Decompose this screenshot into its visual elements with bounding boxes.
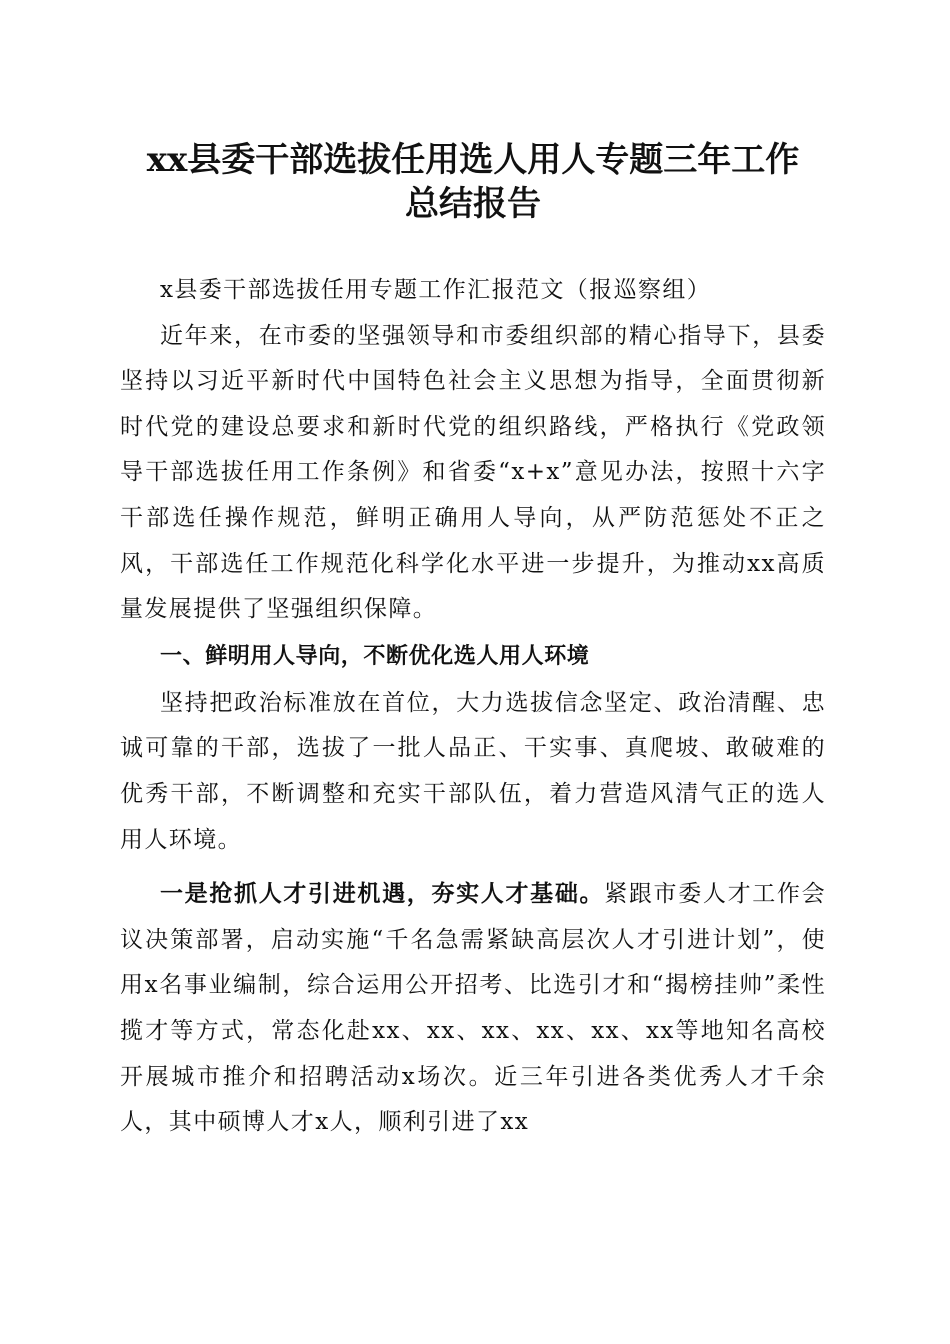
intro-paragraph: 近年来，在市委的坚强领导和市委组织部的精心指导下，县委坚持以习近平新时代中国特色社会主义思想为指导，全面贯彻新时代党的建设总要求和新时代党的组织路线，严格执行《党政领导干部选拔任用工作条例》和省委“x+x”意见办法，按照十六字干部选任操作规范，鲜明正确用人导向，从严防范惩处不正之风，干部选任工作规范化科学化水平进一步提升，为推动xx高质量发展提供了坚强组织保障。 — [120, 322, 826, 623]
title-line-1: xx县委干部选拔任用选人用人专题三年工作 — [146, 140, 800, 180]
section-heading-1: 一、鲜明用人导向，不断优化选人用人环境 — [160, 643, 590, 669]
item-1-lead: 一是抢抓人才引进机遇，夯实人才基础。 — [160, 880, 605, 908]
subtitle-paragraph: x县委干部选拔任用专题工作汇报范文（报巡察组） — [160, 277, 712, 303]
document-title — [120, 0, 826, 226]
section-1-paragraph: 坚持把政治标准放在首位，大力选拔信念坚定、政治清醒、忠诚可靠的干部，选拔了一批人品正、干实事、真爬坡、敢破难的优秀干部，不断调整和充实干部队伍，着力营造风清气正的选人用人环境。 — [120, 689, 826, 853]
document-body — [120, 268, 826, 1146]
document-page — [120, 0, 826, 1146]
title-line-2: 总结报告 — [405, 184, 541, 224]
item-1-text: 紧跟市委人才工作会议决策部署，启动实施“千名急需紧缺高层次人才引进计划”，使用x名事业编制，综合运用公开招考、比选引才和“揭榜挂帅”柔性揽才等方式，常态化赴xx、xx、xx、xx、xx、xx等地知名高校开展城市推介和招聘活动x场次。近三年引进各类优秀人才千余人，其中硕博人才x人，顺利引进了xx — [120, 881, 826, 1136]
item-1-paragraph — [120, 871, 826, 1146]
